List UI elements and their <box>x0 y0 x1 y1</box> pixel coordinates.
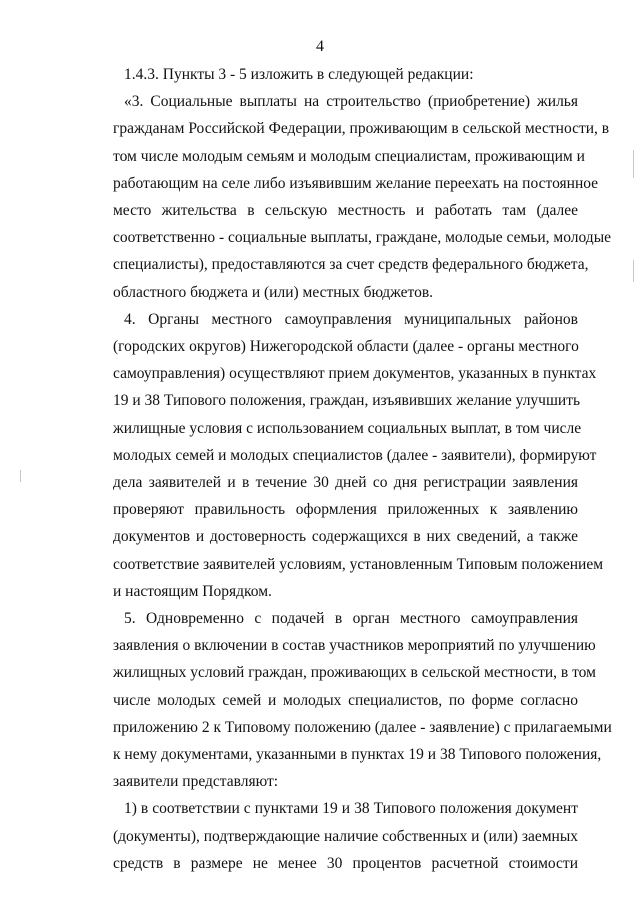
text-line: место жительства в сельскую местность и работать там (далее <box>113 202 578 220</box>
paragraph <box>113 605 612 795</box>
text-line: том числе молодым семьям и молодым специалистам, проживающим и <box>113 147 585 165</box>
scan-artifact <box>633 150 634 178</box>
text-line: (городских округов) Нижегородской области (далее - органы местного <box>113 338 579 356</box>
text-line: (документы), подтверждающие наличие собственных и (или) заемных <box>113 827 578 845</box>
text-line: дела заявителей и в течение 30 дней со дня регистрации заявления <box>113 474 578 492</box>
text-line: «3. Социальные выплаты на строительство (приобретение) жилья <box>124 93 578 111</box>
text-line: числе молодых семей и молодых специалистов, по форме согласно <box>113 691 578 709</box>
text-line: к нему документами, указанными в пунктах 19 и 38 Типового положения, <box>113 746 602 764</box>
text-line: работающим на селе либо изъявившим желание переехать на постоянное <box>113 174 599 192</box>
scan-artifact <box>20 470 21 482</box>
text-line: молодых семей и молодых специалистов (далее - заявители), формируют <box>113 446 597 464</box>
text-line: соответствие заявителей условиям, установленным Типовым положением <box>113 555 604 573</box>
text-line: жилищных условий граждан, проживающих в сельской местности, в том <box>113 664 596 682</box>
paragraph <box>113 88 611 306</box>
paragraph <box>113 61 578 88</box>
text-line: самоуправления) осуществляют прием документов, указанных в пунктах <box>113 365 597 383</box>
text-line: и настоящим Порядком. <box>113 582 272 600</box>
text-line: заявления о включении в состав участников мероприятий по улучшению <box>113 637 596 655</box>
text-line: документов и достоверность содержащихся в них сведений, а также <box>113 528 578 546</box>
text-line: соответственно - социальные выплаты, граждане, молодые семьи, молодые <box>113 229 611 247</box>
text-line: приложению 2 к Типовому положению (далее - заявление) с прилагаемыми <box>113 718 612 736</box>
paragraph <box>113 306 604 605</box>
text-line: областного бюджета и (или) местных бюджетов. <box>113 283 434 301</box>
text-line: 1) в соответствии с пунктами 19 и 38 Типового положения документ <box>124 800 578 818</box>
scan-artifact <box>633 260 634 282</box>
text-line: заявители представляют: <box>113 773 279 791</box>
page-number: 4 <box>316 38 324 55</box>
paragraph <box>113 795 578 877</box>
text-line: гражданам Российской Федерации, проживающим в сельской местности, в <box>113 120 610 138</box>
text-line: 1.4.3. Пункты 3 - 5 изложить в следующей редакции: <box>124 66 474 83</box>
text-line: 5. Одновременно с подачей в орган местного самоуправления <box>124 610 578 628</box>
document-body <box>113 61 612 877</box>
text-line: 4. Органы местного самоуправления муниципальных районов <box>124 310 578 328</box>
text-line: специалисты), предоставляются за счет средств федерального бюджета, <box>113 256 589 274</box>
text-line: 19 и 38 Типового положения, граждан, изъявивших желание улучшить <box>113 392 581 410</box>
text-line: жилищные условия с использованием социальных выплат, в том числе <box>113 419 582 437</box>
text-line: средств в размере не менее 30 процентов расчетной стоимости <box>113 854 578 872</box>
text-line: проверяют правильность оформления приложенных к заявлению <box>113 501 578 519</box>
